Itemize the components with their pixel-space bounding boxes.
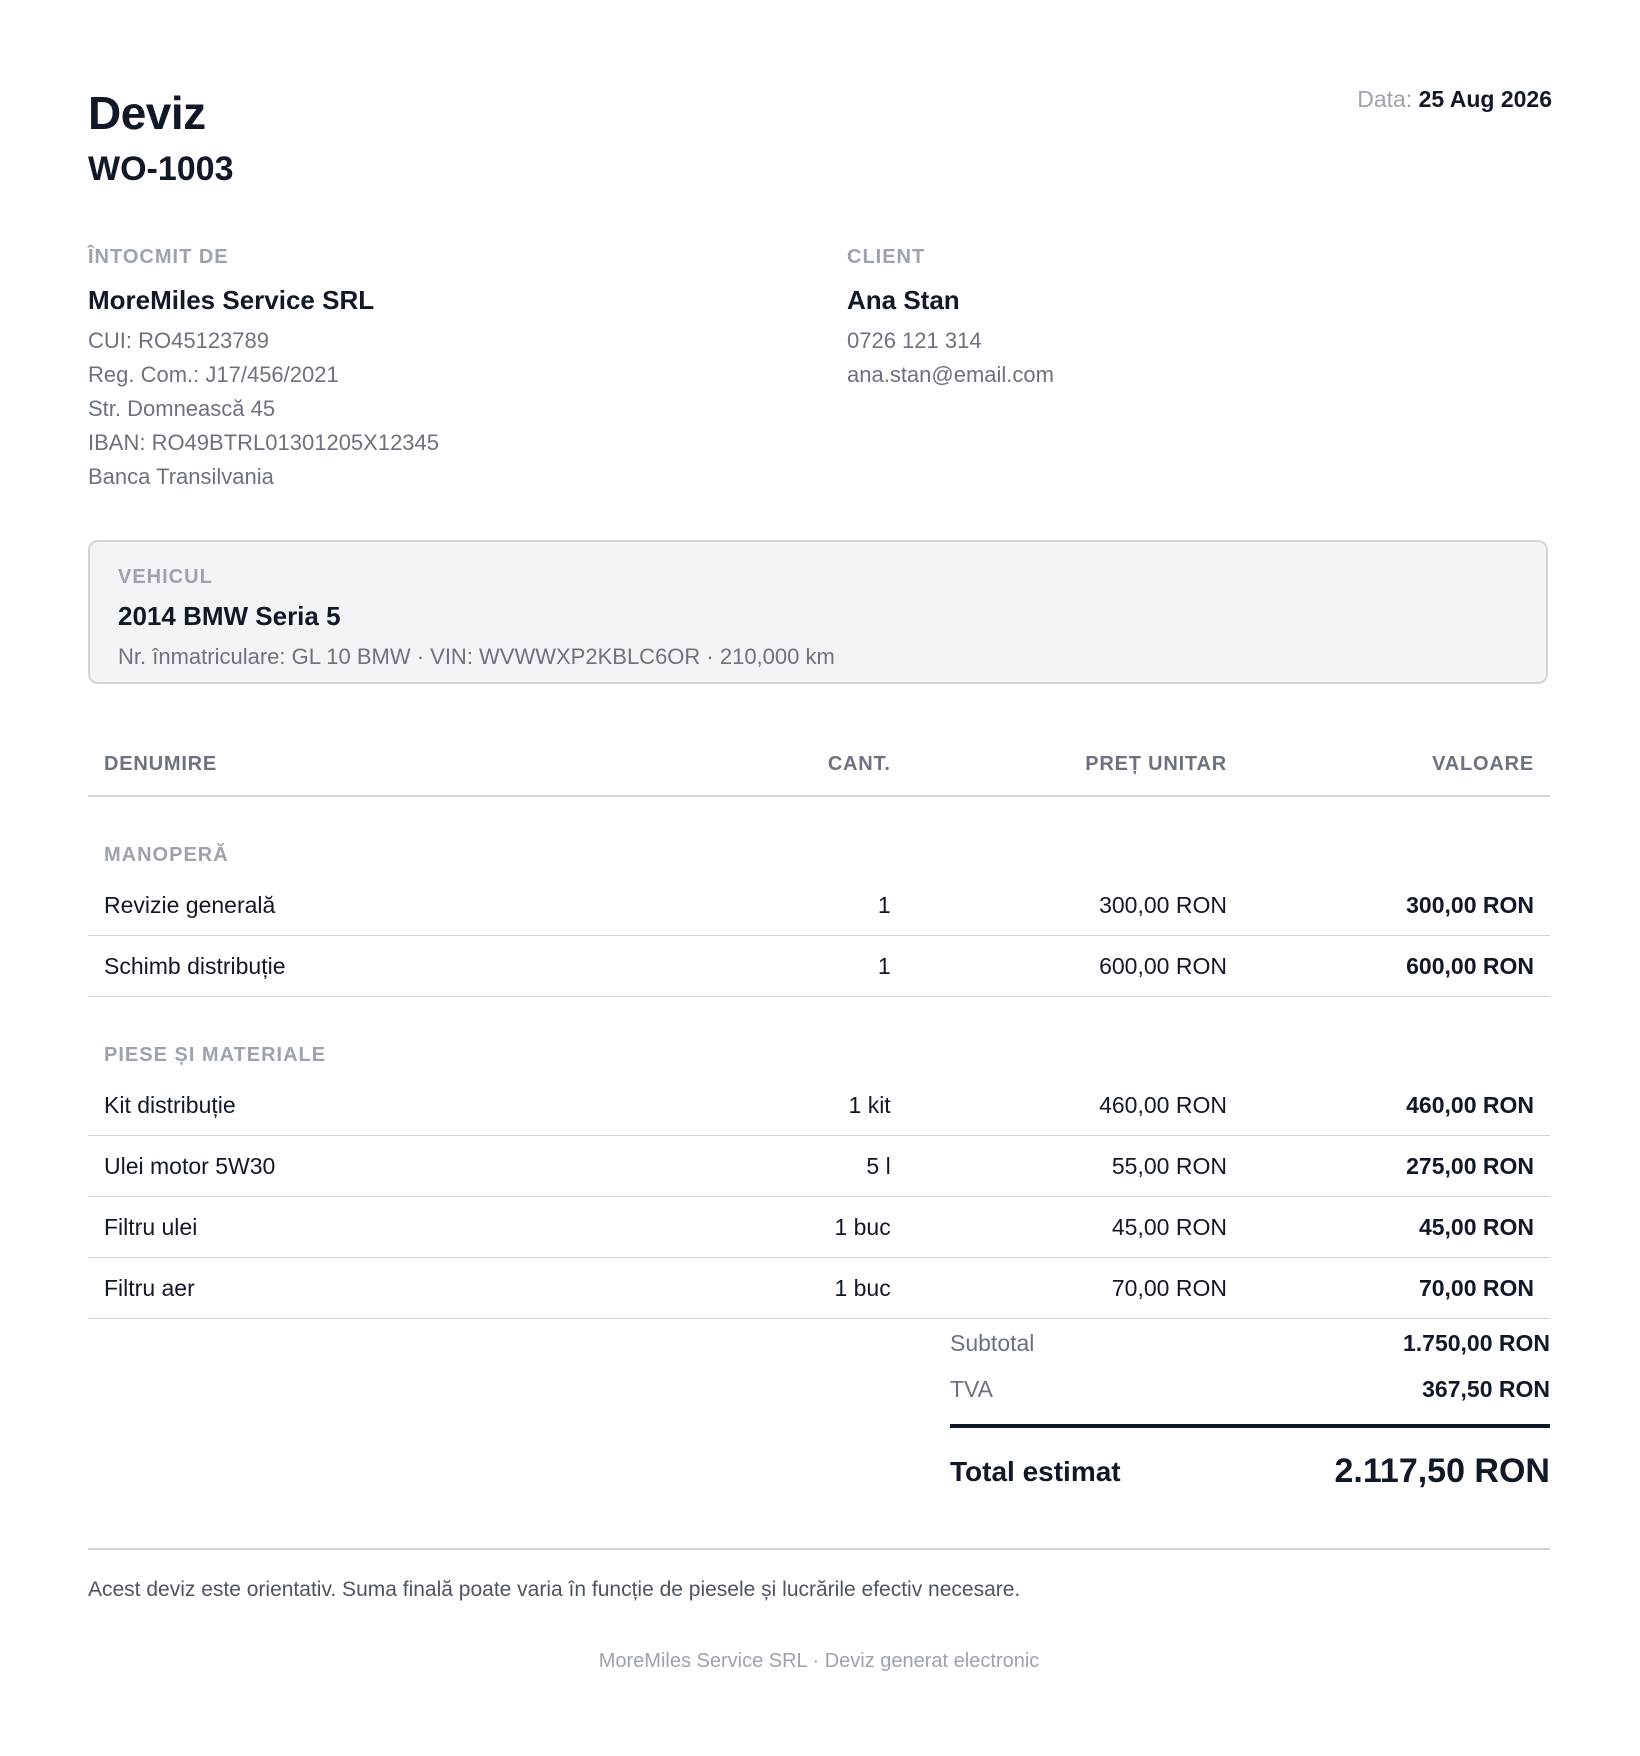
totals-block [950,1320,1550,1491]
item-qty: 1 kit [761,1075,907,1136]
item-qty: 1 [761,936,907,997]
grand-total-row [950,1452,1550,1491]
item-value: 45,00 RON [1243,1197,1550,1258]
item-unit-price: 600,00 RON [907,936,1243,997]
client-email[interactable]: ana.stan@email.com [847,362,1054,387]
table-row [88,1136,1550,1197]
header-valoare: VALOARE [1243,735,1550,796]
total-value: 2.117,50 RON [1334,1452,1550,1490]
subtotal-row [950,1320,1550,1366]
item-value: 275,00 RON [1243,1136,1550,1197]
document-date [1357,86,1552,113]
section-title: PIESE ȘI MATERIALE [104,1044,327,1066]
issuer-address: Str. Domnească 45 [88,396,276,421]
item-value: 300,00 RON [1243,875,1550,936]
issuer-reg-com: Reg. Com.: J17/456/2021 [88,362,339,387]
vat-label: TVA [950,1375,994,1402]
vat-row [950,1366,1550,1412]
item-name: Schimb distribuție [88,936,761,997]
item-value: 460,00 RON [1243,1075,1550,1136]
document-number: WO-1003 [88,150,234,188]
date-value: 25 Aug 2026 [1418,86,1552,112]
item-name: Filtru aer [88,1258,761,1319]
vehicle-card [88,540,1548,684]
footer-text: MoreMiles Service SRL · Deviz generat electronic [598,1650,1040,1672]
footer-divider [88,1548,1550,1550]
vehicle-name: 2014 BMW Seria 5 [118,601,341,631]
disclaimer-note: Acest deviz este orientativ. Suma finală poate varia în funcție de piesele și lucrările efectiv necesare. [88,1578,1021,1601]
vat-value: 367,50 RON [1422,1375,1550,1402]
total-label: Total estimat [950,1455,1121,1487]
item-unit-price: 55,00 RON [907,1136,1243,1197]
section-title: MANOPERĂ [104,844,229,866]
client-phone: 0726 121 314 [847,328,982,353]
issuer-cui: CUI: RO45123789 [88,328,269,353]
header-denumire: DENUMIRE [88,735,761,796]
section-row [88,997,1550,1076]
item-qty: 1 buc [761,1197,907,1258]
issuer-label: ÎNTOCMIT DE [88,246,229,268]
issuer-block [88,246,439,489]
client-block [847,246,1054,387]
header-cantitate: CANT. [761,735,907,796]
item-unit-price: 460,00 RON [907,1075,1243,1136]
issuer-iban: IBAN: RO49BTRL01301205X12345 [88,430,440,455]
item-value: 600,00 RON [1243,936,1550,997]
item-qty: 5 l [761,1136,907,1197]
client-name: Ana Stan [847,285,960,315]
vehicle-details: Nr. înmatriculare: GL 10 BMW · VIN: WVWWXP2KBLC6OR · 210,000 km [118,644,835,669]
item-unit-price: 70,00 RON [907,1258,1243,1319]
section-row [88,796,1550,875]
item-name: Kit distribuție [88,1075,761,1136]
item-name: Revizie generală [88,875,761,936]
line-items-table [88,735,1550,1319]
item-unit-price: 45,00 RON [907,1197,1243,1258]
item-qty: 1 buc [761,1258,907,1319]
subtotal-value: 1.750,00 RON [1402,1329,1550,1356]
issuer-name: MoreMiles Service SRL [88,285,375,315]
table-row [88,936,1550,997]
subtotal-label: Subtotal [950,1329,1035,1356]
item-name: Ulei motor 5W30 [88,1136,761,1197]
document-title: Deviz [88,87,206,139]
item-name: Filtru ulei [88,1197,761,1258]
vehicle-label: VEHICUL [118,566,213,588]
date-label: Data: [1357,86,1413,112]
table-row [88,1075,1550,1136]
item-value: 70,00 RON [1243,1258,1550,1319]
item-unit-price: 300,00 RON [907,875,1243,936]
table-row [88,1258,1550,1319]
client-label: CLIENT [847,246,926,268]
item-qty: 1 [761,875,907,936]
table-row [88,1197,1550,1258]
table-row [88,875,1550,936]
issuer-bank: Banca Transilvania [88,464,274,489]
totals-divider [950,1424,1550,1428]
header-pret-unitar: PREȚ UNITAR [907,735,1243,796]
table-header-row [88,735,1550,796]
